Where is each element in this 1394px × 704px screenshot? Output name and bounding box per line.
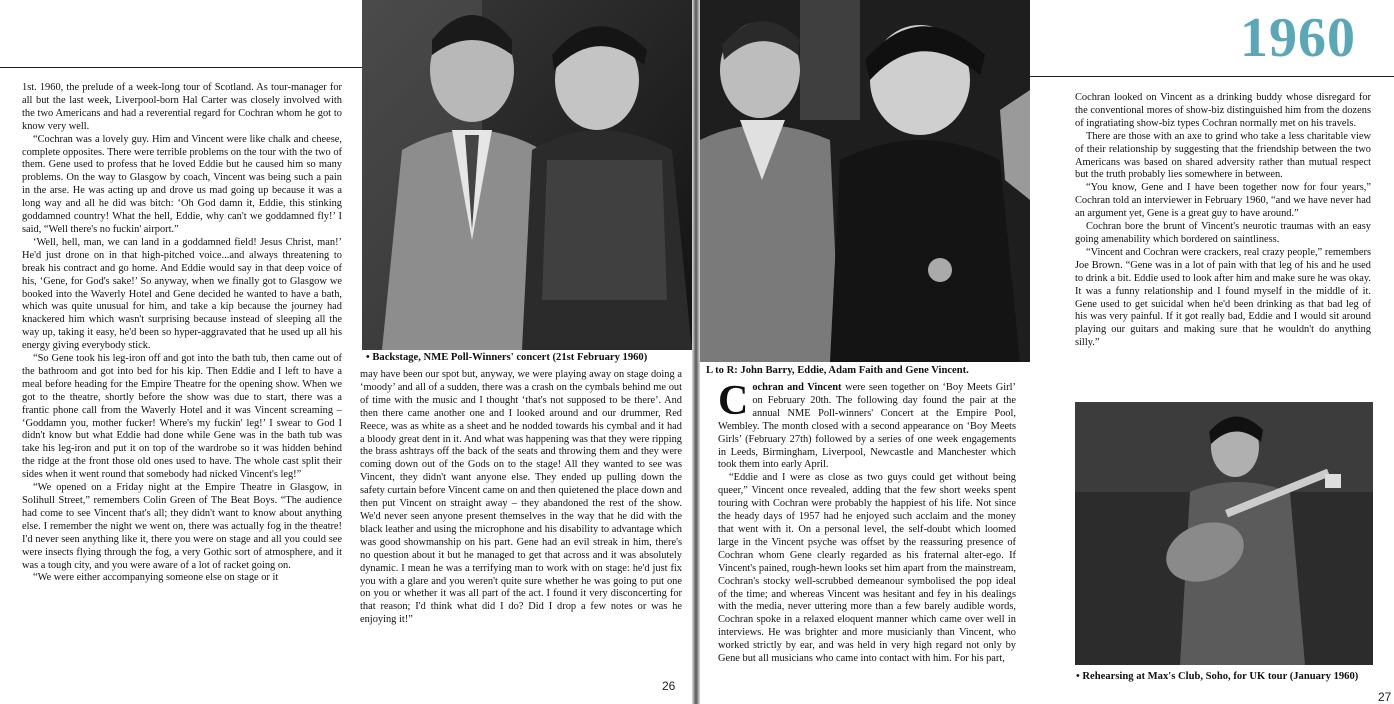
group-photo (700, 0, 1030, 362)
right-column-3 (718, 382, 1016, 694)
backstage-photo (362, 0, 692, 350)
right-column-4 (1075, 92, 1371, 392)
col4-paragraph: Cochran looked on Vincent as a drinking buddy whose disregard for the conventional mores of show-biz distinguished him from the dozens of ingratiating show-biz types Cochran normally met on his travels. (1075, 92, 1371, 129)
col4-paragraph: “Vincent and Cochran were crackers, real crazy people,” remembers Joe Brown. “Gene was in a lot of pain with that leg of his and he used to drink a bit. Eddie used to look after him and make sure he was okay. It was a funny relationship and I found myself in the middle of it. Gene used to get suicidal when he'd been drinking as that bad leg of his was very painful. If it got really bad, Eddie and I would sit around playing our guitars and making sure that he wouldn't do anything silly.” (1075, 246, 1371, 349)
group-photo-caption: L to R: John Barry, Eddie, Adam Faith and Gene Vincent. (706, 365, 969, 376)
col1-paragraph: 1st. 1960, the prelude of a week-long tour of Scotland. As tour-manager for all but the last week, Liverpool-born Hal Carter was closely involved with the two Americans and had a reverential regard for Cochran whom he got to know very well. (22, 82, 342, 132)
col1-paragraph: ‘Well, hell, man, we can land in a goddamned field! Jesus Christ, man!’ He'd just drone on in that high-pitched voice...and always threatening to break his contract and go home. And Eddie would say in that deep voice of his, ‘Gene, for God's sake!’ So anyway, when we finally got to Glasgow we booked into the Waverly Hotel and Gene decided he wanted to have a bath, which was quite unusual for him, and take a kip because the journey had knackered him which wasn't surprising because instead of sleeping all the way up, taking it easy, he'd been so hyper-aggravated that he used up all his energy giving everybody stick. (22, 236, 342, 352)
lead-bold-text: ochran and Vincent (752, 382, 842, 393)
backstage-photo-image (362, 0, 692, 350)
group-photo-image (700, 0, 1030, 362)
top-rule-left (0, 67, 362, 68)
rehearsal-photo-image (1075, 402, 1373, 665)
page-number-right: 27 (1378, 690, 1392, 704)
col1-paragraph: “We were either accompanying someone else on stage or it (33, 572, 279, 584)
rehearsal-photo-caption: • Rehearsing at Max's Club, Soho, for UK tour (January 1960) (1076, 671, 1359, 682)
drop-cap: C (718, 382, 749, 424)
column-3-opening-paragraph (718, 382, 1016, 472)
col1-paragraph: “Cochran was a lovely guy. Him and Vincent were like chalk and cheese, complete opposites. There were terrible problems on the tour with the two of them. Gene used to profess that he loved Eddie but he caused him so many problems. On the way to Glasgow by coach, Vincent was being such a pain in the arse. He was acting up and drove us mad going up because it was a long way and all he did was bitch: ‘Oh God damn it, Eddie, this stinking goddamned country! What the hell, Eddie, why can't we goddamned fly!’ I said, “Well there's no fuckin' airport.” (22, 133, 342, 235)
col4-paragraph: There are those with an axe to grind who take a less charitable view of their relationship by suggesting that the friendship between the two Americans was based on shared adversity rather than mutual respect but the truth probably lies somewhere in between. (1075, 130, 1371, 181)
rehearsal-photo (1075, 402, 1373, 665)
column-3-paragraph-1: were seen together on ‘Boy Meets Girl’ on February 20th. The following day found the pair at the annual NME Poll-winners' Concert at the Empire Pool, Wembley. The month closed with a second appearance on ‘Boy Meets Girls’ (February 27th) followed by a series of one week engagements in Leeds, Birmingham, Liverpool, Newcastle and Manchester which took them into early April. (718, 382, 1016, 471)
col1-paragraph: “So Gene took his leg-iron off and got into the bath tub, then came out of the bathroom and got into bed for his kip. Then Eddie and I left to have a meal before heading for the Empire Theatre for the opening show. When we got to the theatre, shortly before the show was due to start, there was a frantic phone call from the Waverly Hotel and it was Vincent screaming – ‘Goddamn you, mother fucker! Where's my fuckin' leg!’ I swear to God I didn't know but what Eddie had done while Gene was in the bath tub was take his leg-iron and put it on top of the wardrobe so it was hidden behind the ridge at the front those old ones used to have. The whole cast split their sides when it went round that somebody had nicked Vincent's leg!” (22, 353, 342, 481)
top-rule-right (1030, 76, 1394, 77)
column-3-paragraph-2: “Eddie and I were as close as two guys could get without being queer,” Vincent once revealed, adding that the few short weeks spent touring with Cochran were probably the happiest of his life. Not since the heady days of 1957 had he enjoyed such acclaim and the money that went with it. On a personal level, the self-doubt which loomed large in the Vincent psyche was offset by the reassuring presence of Cochran whom Gene clearly regarded as his fraternal alter-ego. If Vincent's pained, rough-hewn looks set him apart from the mainstream, Cochran's stocky well-scrubbed demeanour symbolised the pop ideal of the time; and whereas Vincent was hesitant and fey in his dealings with the media, never uttering more than a few barely audible words, Cochran spoke in a relaxed eloquent manner which came over well in interviews. He was brighter and more musicianly than Vincent, who worked strictly by ear, and was held in very high regard not only by Gene but all musicians who came into contact with him. For his part, (718, 472, 1016, 665)
col4-paragraph: Cochran bore the brunt of Vincent's neurotic traumas with an easy going amenability which bordered on saintliness. (1075, 221, 1371, 245)
backstage-photo-caption: • Backstage, NME Poll-Winners' concert (21st February 1960) (366, 352, 648, 363)
col2-paragraph: may have been our spot but, anyway, we were playing away on stage doing a ‘moody’ and all of a sudden, there was a crash on the cymbals behind me out of time with the music and I thought ‘that's not supposed to be there’. And then there came another one and I looked around and our drummer, Red Reece, was as white as a sheet and he nodded towards his cymbal and it had a bloody great dent in it. And what was happening was that they were ripping the brass ashtrays off the back of the seats and throwing them and they were coming down out of the Gods on to the stage! All they wanted to see was Vincent, they didn't want anyone else. They ended up pulling down the safety curtain before Vincent came on and then quietened the place down and then put Vincent on straight away – they abandoned the rest of the show. We'd never seen anyone present themselves in the way that he did with the black leather and using the microphone and his disability to advantage which was good showmanship on his part. Gene had an evil streak in him, there's no question about it but he managed to get that across and it was absolutely dynamic. I mean he was a terrifying man to work with on stage: he'd just fix you with a glare and you weren't quite sure whether he was going to put one on you or whether it was all part of the act. I found it very disconcerting for that reason; I'd think what did I do? Did I drop a few notes or was he enjoying it!” (360, 369, 682, 626)
col1-paragraph: “We opened on a Friday night at the Empire Theatre in Glasgow, in Solihull Street,” remembers Colin Green of The Beat Boys. “The audience had come to see Vincent that's all; they didn't want to know about anything else. I remember the night we went on, there was actually fog in the theatre! I'd never seen anything like it, there you were on stage and all you could see were insects flying through the fog, a very Gothic sort of atmosphere, and it was a tough city, and you were aware of a lot of racket going on. (22, 482, 342, 571)
left-column-1 (22, 82, 342, 690)
col4-paragraph: “You know, Gene and I have been together now for four years,” Cochran told an interviewer in February 1960, “and we have never had an argument yet, Gene is a great guy to have around.” (1075, 182, 1371, 220)
year-heading: 1960 (1240, 7, 1356, 69)
page-number-left: 26 (662, 679, 676, 693)
left-column-2 (360, 369, 682, 691)
page-gutter (692, 0, 700, 704)
